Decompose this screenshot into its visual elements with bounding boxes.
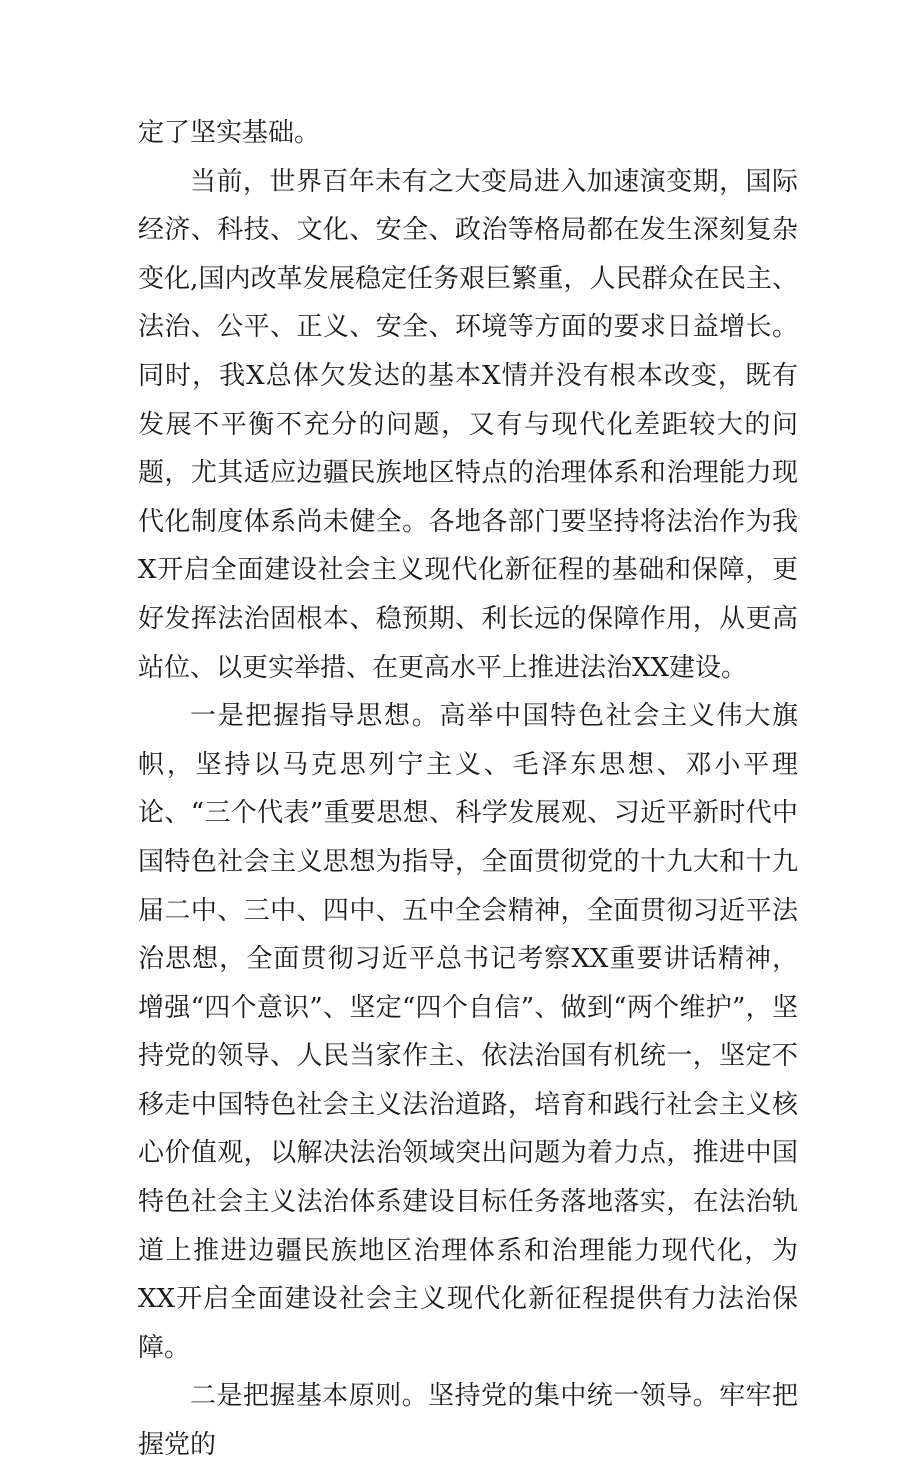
- document-body: [138, 109, 798, 1470]
- paragraph-continuation: 定了坚实基础。: [138, 118, 321, 148]
- paragraph-current-situation: 当前，世界百年未有之大变局进入加速演变期，国际经济、科技、文化、安全、政治等格局都在发生深刻复杂变化,国内改革发展稳定任务艰巨繁重，人民群众在民主、法治、公平、正义、安全、环境等方面的要求日益增长。同时，我X总体欠发达的基本X情并没有根本改变，既有发展不平衡不充分的问题，又有与现代化差距较大的问题，尤其适应边疆民族地区特点的治理体系和治理能力现代化制度体系尚未健全。各地各部门要坚持将法治作为我X开启全面建设社会主义现代化新征程的基础和保障，更好发挥法治固根本、稳预期、利长远的保障作用，从更高站位、以更实举措、在更高水平上推进法治XX建设。: [138, 166, 798, 683]
- paragraph-guiding-thought: 一是把握指导思想。高举中国特色社会主义伟大旗帜，坚持以马克思列宁主义、毛泽东思想、邓小平理论、“三个代表”重要思想、科学发展观、习近平新时代中国特色社会主义思想为指导，全面贯彻党的十九大和十九届二中、三中、四中、五中全会精神，全面贯彻习近平法治思想，全面贯彻习近平总书记考察XX重要讲话精神，增强“四个意识”、坚定“四个自信”、做到“两个维护”，坚持党的领导、人民当家作主、依法治国有机统一，坚定不移走中国特色社会主义法治道路，培育和践行社会主义核心价值观，以解决法治领域突出问题为着力点，推进中国特色社会主义法治体系建设目标任务落地落实，在法治轨道上推进边疆民族地区治理体系和治理能力现代化，为XX开启全面建设社会主义现代化新征程提供有力法治保障。: [138, 701, 798, 1363]
- paragraph-basic-principles: 二是把握基本原则。坚持党的集中统一领导。牢牢把握党的: [138, 1381, 798, 1461]
